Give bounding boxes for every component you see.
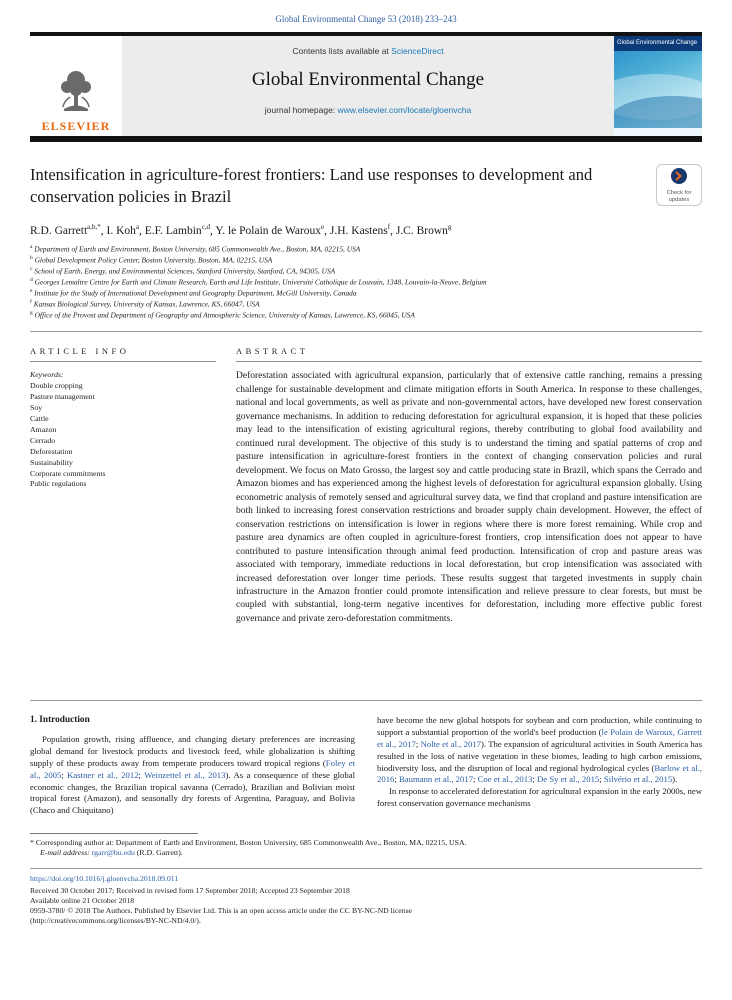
author-name: J.C. Brown [395,224,448,237]
intro-paragraph-left [30,734,355,817]
author-affiliation-marker: a [135,222,140,231]
citation-link[interactable]: Nolte et al., 2017 [420,738,482,749]
article-title: Intensification in agriculture-forest frontiers: Land use responses to development and conservation policies in Brazil [30,165,593,207]
check-for-updates-badge[interactable] [656,164,702,206]
email-line [40,848,702,858]
text-segment: ; [394,774,399,785]
text-segment: Population growth, rising affluence, and changing dietary preferences are increasing global demand for livestock products and livestock feed, while globalization is shifting supply of these products away from temperate producers toward tropical regions ( [30,734,355,768]
author-affiliation-marker: g [447,222,452,231]
citation-link[interactable]: Foley et al., 2005 [30,757,355,780]
citation-link[interactable]: Baumann et al., 2017 [398,774,474,785]
text-segment: ). The expansion of agricultural activities in South America has resulted in the loss of native vegetation in these biomes, leading to high carbon emissions, biodiversity loss, and the disruption of local and regional hydrological cycles ( [377,738,703,773]
sciencedirect-link[interactable]: ScienceDirect [391,46,444,56]
elsevier-wordmark: ELSEVIER [41,119,111,133]
text-segment: ; [473,774,478,785]
body-text [30,715,702,817]
keyword-item: Amazon [30,424,57,434]
article-footer [30,868,702,925]
abstract-text: Deforestation associated with agricultural expansion, particularly that of extensive cattle ranching, remains a pressing challenge for sustainable development and climate mitigation efforts in South America. In response to these challenges, national and local governments, as well as private and non-governmental actors, have developed new forest conservation governance mechanisms. In addition to reducing deforestation for agricultural expansion, it is hoped that these policies may lead to the intensification of existing agricultural regions, thereby contributing to global food availability and continued rural development. The objective of this study is to understand the timing and spatial patterns of crop and pasture intensification in agriculture-forest frontiers in the context of changing conservation policies and rural development. We focus on Mato Grosso, the largest soy and cattle producing state in Brazil, which spans the Cerrado and Amazon biomes and has experienced among the highest levels of deforestation for agricultural expansion globally. Using econometric analysis of remotely sensed and agricultural survey data, we find that cropland and pasture intensification are both linked to increasing forest conservation restrictions and broader supply chain development. However, the effect of conservation restrictions on intensification is lower in regions where there is more forest remaining. While crop and pasture area dynamics are often coupled in agriculture-forest frontiers, crop intensification does not appear to have contributed to pasture intensification through animal feed production. Intensification of crop and pasture areas was associated with temporary, immediate reductions in local deforestation, but crop intensification was associated with increased deforestation over longer time periods. These results suggest that targeted investments in supply chain infrastructure in the Amazon frontier could promote intensification and relieve pressure to clear forests, but must be coupled with substantial, long-term negative incentives for deforestation, including more effective public forest governance and private zero-deforestation commitments. [236,371,702,624]
author-affiliation-marker: c,d [201,222,211,231]
masthead-center [122,36,614,136]
abstract-heading: ABSTRACT [236,340,702,362]
affiliation-line: $^d$ Georges Lemaître Centre for Earth and Climate Research, Earth and Life Institute, Université Catholique de Louvain, 1348, Louvain-la-Neuve, Belgium [30,277,487,287]
check-for-updates-label: Check for updates [666,190,692,204]
author-affiliation-marker: e [321,222,325,231]
affiliation-line: $^a$ Department of Earth and Environment, Boston University, 685 Commonwealth Ave., Boston, MA, 02215, USA [30,244,361,254]
contents-prefix: Contents lists available at [292,46,392,56]
masthead [30,36,702,136]
masthead-divider-bar [30,136,702,142]
correspondence-note: * Corresponding author at: Department of Earth and Environment, Boston University, 685 Commonwealth Ave., Boston, MA, 02215, USA. [30,838,467,848]
doi-link[interactable]: https://doi.org/10.1016/j.gloenvcha.2018.09.011 [30,874,179,884]
citation-link[interactable]: le Polain de Waroux, Garrett et al., 2017 [377,727,702,749]
text-segment: ; [61,769,68,780]
journal-homepage-link[interactable]: www.elsevier.com/locate/gloenvcha [337,105,472,115]
keywords-label: Keywords: [30,370,64,380]
keyword-item: Corporate commitments [30,468,106,478]
keyword-list [30,381,216,490]
keyword-item: Sustainability [30,457,73,467]
elsevier-logo [30,36,122,136]
citation-link[interactable]: Kastner et al., 2012 [67,769,139,780]
elsevier-tree-icon [54,67,98,119]
citation-link[interactable]: Coe et al., 2013 [477,774,533,785]
journal-title: Global Environmental Change [251,69,485,90]
keyword-item: Pasture management [30,392,95,402]
keyword-item: Cerrado [30,435,56,445]
keyword-item: Public regulations [30,479,87,489]
author-name: R.D. Garrett [30,224,88,237]
text-segment: ). As a consequence of these global economic changes, the Brazilian tropical savanna (Cerrado), Brazilian and Bolivian moist tropical forest (Amazon), and seasonally dry forests of Argentina, Paraguay, and Bolivia (Chaco and Chiquitano) [30,769,355,816]
author-name: J.H. Kastens [329,224,388,237]
text-segment: ; [532,774,538,785]
body-left-column [30,715,355,817]
homepage-prefix: journal homepage: [264,105,338,115]
email-label: E-mail address: [40,848,92,858]
author-name: I. Koh [106,224,136,237]
affiliation-line: $^b$ Global Development Policy Center, Boston University, Boston, MA, 02215, USA [30,255,273,265]
citation-link[interactable]: Silvério et al., 2015 [603,774,673,785]
affiliation-line: $^c$ School of Earth, Energy, and Environmental Sciences, Stanford University, Stanford, CA, 94305, USA [30,266,336,276]
author-affiliation-marker: a,b,* [87,222,101,231]
keyword-item: Cattle [30,413,49,423]
journal-cover-title: Global Environmental Change [614,36,702,51]
section-rule [30,331,702,332]
keyword-item: Deforestation [30,446,73,456]
citation-link[interactable]: De Sy et al., 2015 [537,774,600,785]
text-segment: ). [672,774,678,785]
text-segment: In response to accelerated deforestation for agricultural expansion in the early 2000s, new forest conservation governance mechanisms [377,786,702,809]
body-right-column [377,715,702,817]
intro-paragraph-right-1 [377,715,702,786]
email-link[interactable]: rgarr@bu.edu [91,848,135,858]
journal-citation-link[interactable]: Global Environmental Change 53 (2018) 233–243 [275,14,457,24]
author-list: R.D. Garrett$^{a,b,*}$, I. Koh$^a$, E.F. Lambin$^{c,d}$, Y. le Polain de Waroux$^e$, J.H. Kastens$^f$, J.C. Brown$^g$ [30,222,452,237]
homepage-line [122,105,614,115]
author-name: Y. le Polain de Waroux [215,224,322,237]
journal-cover-thumbnail[interactable] [614,36,702,136]
text-segment: ; [599,774,604,785]
section-rule [30,700,702,701]
footer-rule [30,868,702,869]
author-affiliation-marker: f [387,222,391,231]
intro-paragraph-right-2 [377,786,702,810]
introduction-heading: 1. Introduction [30,715,90,726]
text-segment: ; [415,738,421,749]
copyright-line: 0959-3780/ © 2018 The Authors. Published by Elsevier Ltd. This is an open access article under the CC BY-NC-ND license [30,905,412,915]
affiliation-line: $^f$ Kansas Biological Survey, University of Kansas, Lawrence, KS, 66047, USA [30,299,260,309]
cover-bottom-strip [614,128,702,136]
citation-link[interactable]: Barlow et al., 2016 [377,762,702,785]
affiliation-list [30,244,702,321]
article-info-column [30,340,216,700]
corresponding-author-footnote [30,833,702,858]
available-online: Available online 21 October 2018 [30,896,135,906]
crossmark-icon [671,168,687,184]
email-suffix: (R.D. Garrett). [134,848,183,858]
received-dates: Received 30 October 2017; Received in revised form 17 September 2018; Accepted 23 September 2018 [30,886,350,896]
affiliation-line: $^g$ Office of the Provost and Department of Geography and Atmospheric Science, University of Kansas, Lawrence, KS, 66045, USA [30,310,415,320]
affiliation-line: $^e$ Institute for the Study of International Development and Geography Department, McGill University, Canada [30,288,357,298]
keyword-item: Double cropping [30,381,83,391]
text-segment: ; [138,769,145,780]
contents-line [122,46,614,56]
text-segment: have become the new global hotspots for soybean and corn production, while continuing to support a substantial proportion of the world's beef production ( [377,715,702,738]
info-abstract-section [30,340,702,700]
title-row [30,164,702,209]
citation-link[interactable]: Weinzettel et al., 2013 [144,769,226,780]
author-name: E.F. Lambin [144,224,202,237]
footnote-rule [30,833,198,834]
license-link[interactable]: (http://creativecommons.org/licenses/BY-NC-ND/4.0/). [30,915,201,925]
article-info-heading: ARTICLE INFO [30,340,216,362]
abstract-column [236,340,702,700]
keyword-item: Soy [30,403,43,413]
